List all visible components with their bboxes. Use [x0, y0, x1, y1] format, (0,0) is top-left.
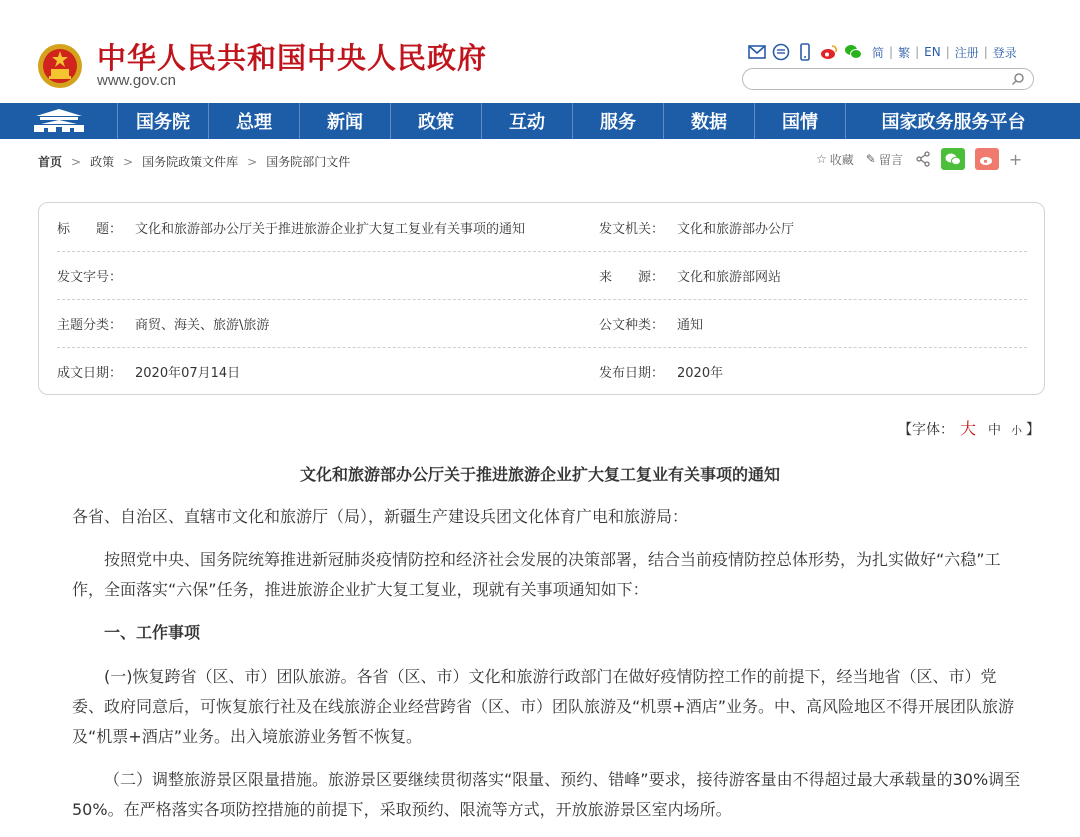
- info-row: [57, 347, 1027, 395]
- search-box: [742, 68, 1034, 90]
- tiananmen-icon: [30, 108, 88, 134]
- info-row: [57, 203, 1027, 251]
- link-traditional[interactable]: 繁: [898, 45, 911, 60]
- written-date-label: 成文日期：: [57, 365, 123, 381]
- published-date-value: 2020年: [677, 365, 724, 381]
- article-intro: 按照党中央、国务院统筹推进新冠肺炎疫情防控和经济社会发展的决策部署，结合当前疫情防控总体形势，为扎实做好“六稳”工作，全面落实“六保”任务，推进旅游企业扩大复工复业，现就有关事项通知如下：: [72, 550, 1001, 599]
- breadcrumb: [38, 153, 350, 170]
- article-salutation: 各省、自治区、直辖市文化和旅游厅（局），新疆生产建设兵团文化体育广电和旅游局：: [72, 507, 689, 526]
- share-tools: [816, 148, 1022, 170]
- article-title: 文化和旅游部办公厅关于推进旅游企业扩大复工复业有关事项的通知: [299, 465, 780, 484]
- docno-label: 发文字号：: [57, 269, 123, 285]
- site-title[interactable]: 中华人民共和国中央人民政府: [97, 41, 488, 75]
- chevron-right-icon: >: [123, 154, 134, 169]
- doctype-label: 公文种类：: [599, 317, 665, 333]
- plus-icon[interactable]: +: [1008, 149, 1023, 169]
- main-nav: [0, 103, 1080, 139]
- info-row: [57, 299, 1027, 347]
- search-icon[interactable]: [1011, 72, 1025, 86]
- nav-item-interaction[interactable]: 互动: [482, 103, 573, 139]
- title-value: 文化和旅游部办公厅关于推进旅游企业扩大复工复业有关事项的通知: [135, 221, 526, 237]
- issuer-value: 文化和旅游部办公厅: [677, 221, 795, 237]
- font-size-small[interactable]: 小: [1011, 424, 1022, 437]
- wechat-icon: [945, 152, 961, 166]
- doctype-value: 通知: [677, 317, 704, 333]
- source-label: 来 源：: [599, 269, 665, 285]
- star-icon: ☆: [816, 152, 827, 166]
- link-simplified[interactable]: 简: [872, 45, 885, 60]
- favorite-label: 收藏: [829, 152, 854, 167]
- favorite-button[interactable]: [816, 151, 854, 168]
- topic-label: 主题分类：: [57, 317, 123, 333]
- font-size-switcher: [898, 416, 1040, 439]
- breadcrumb-home[interactable]: 首页: [38, 155, 63, 169]
- link-english[interactable]: EN: [924, 45, 941, 59]
- weibo-icon: [979, 152, 995, 166]
- section-heading: 一、工作事项: [104, 623, 201, 642]
- site-header: [0, 0, 1080, 103]
- article-item-2: （二）调整旅游景区限量措施。旅游景区要继续贯彻落实“限量、预约、错峰”要求，接待游客量由不得超过最大承载量的30%调至50%。在严格落实各项防控措施的前提下，采取预约、限流等方式，开放旅游景区室内场所。: [72, 770, 1021, 819]
- issuer-label: 发文机关：: [599, 221, 665, 237]
- wechat-share-button[interactable]: [941, 148, 965, 170]
- link-register[interactable]: 注册: [954, 45, 979, 60]
- font-size-label: 【字体：: [897, 422, 954, 438]
- nav-item-policy[interactable]: 政策: [391, 103, 482, 139]
- nav-item-services[interactable]: 服务: [573, 103, 664, 139]
- search-input[interactable]: [753, 70, 1013, 90]
- nav-item-national-info[interactable]: 国情: [755, 103, 846, 139]
- national-emblem-icon[interactable]: [36, 40, 84, 90]
- breadcrumb-policy[interactable]: 政策: [90, 155, 115, 169]
- mail-icon[interactable]: [748, 43, 766, 61]
- top-links: 简 | 繁 | EN | 注册 | 登录: [872, 45, 1017, 60]
- comment-button[interactable]: [866, 151, 903, 168]
- comment-label: 留言: [878, 152, 903, 167]
- chevron-right-icon: >: [71, 154, 82, 169]
- top-toolbar: [748, 42, 1017, 62]
- weibo-share-button[interactable]: [975, 148, 999, 170]
- wechat-icon[interactable]: [844, 43, 862, 61]
- article-item-1: (一)恢复跨省（区、市）团队旅游。各省（区、市）文化和旅游行政部门在做好疫情防控工作的前提下，经当地省（区、市）党委、政府同意后，可恢复旅行社及在线旅游企业经营跨省（区、市）团队旅游及“机票+酒店”业务。中、高风险地区不得开展团队旅游及“机票+酒店”业务。出入境旅游业务暂不恢复。: [72, 667, 1014, 746]
- source-value: 文化和旅游部网站: [677, 269, 782, 285]
- font-size-medium[interactable]: 中: [987, 423, 1001, 438]
- breadcrumb-policy-library[interactable]: 国务院政策文件库: [142, 155, 239, 169]
- site-url[interactable]: www.gov.cn: [97, 72, 176, 89]
- nav-home[interactable]: [0, 103, 118, 139]
- nav-item-news[interactable]: 新闻: [300, 103, 391, 139]
- written-date-value: 2020年07月14日: [135, 365, 241, 381]
- document-info-box: [38, 202, 1045, 395]
- topic-value: 商贸、海关、旅游\旅游: [135, 317, 270, 333]
- nav-item-gov-service-platform[interactable]: 国家政务服务平台: [881, 112, 1026, 133]
- pencil-icon: ✎: [865, 152, 876, 166]
- share-icon[interactable]: [915, 151, 931, 167]
- font-size-large[interactable]: 大: [959, 419, 976, 438]
- link-login[interactable]: 登录: [992, 45, 1017, 60]
- published-date-label: 发布日期：: [599, 365, 665, 381]
- weibo-icon[interactable]: [820, 43, 838, 61]
- nav-item-state-council[interactable]: 国务院: [118, 103, 209, 139]
- nav-item-premier[interactable]: 总理: [209, 103, 300, 139]
- nav-item-data[interactable]: 数据: [664, 103, 755, 139]
- info-row: [57, 251, 1027, 299]
- message-icon[interactable]: [772, 43, 790, 61]
- title-label: 标 题：: [57, 221, 123, 237]
- breadcrumb-dept-docs[interactable]: 国务院部门文件: [266, 155, 351, 169]
- chevron-right-icon: >: [247, 154, 258, 169]
- mobile-icon[interactable]: [796, 43, 814, 61]
- font-size-close: 】: [1026, 422, 1040, 438]
